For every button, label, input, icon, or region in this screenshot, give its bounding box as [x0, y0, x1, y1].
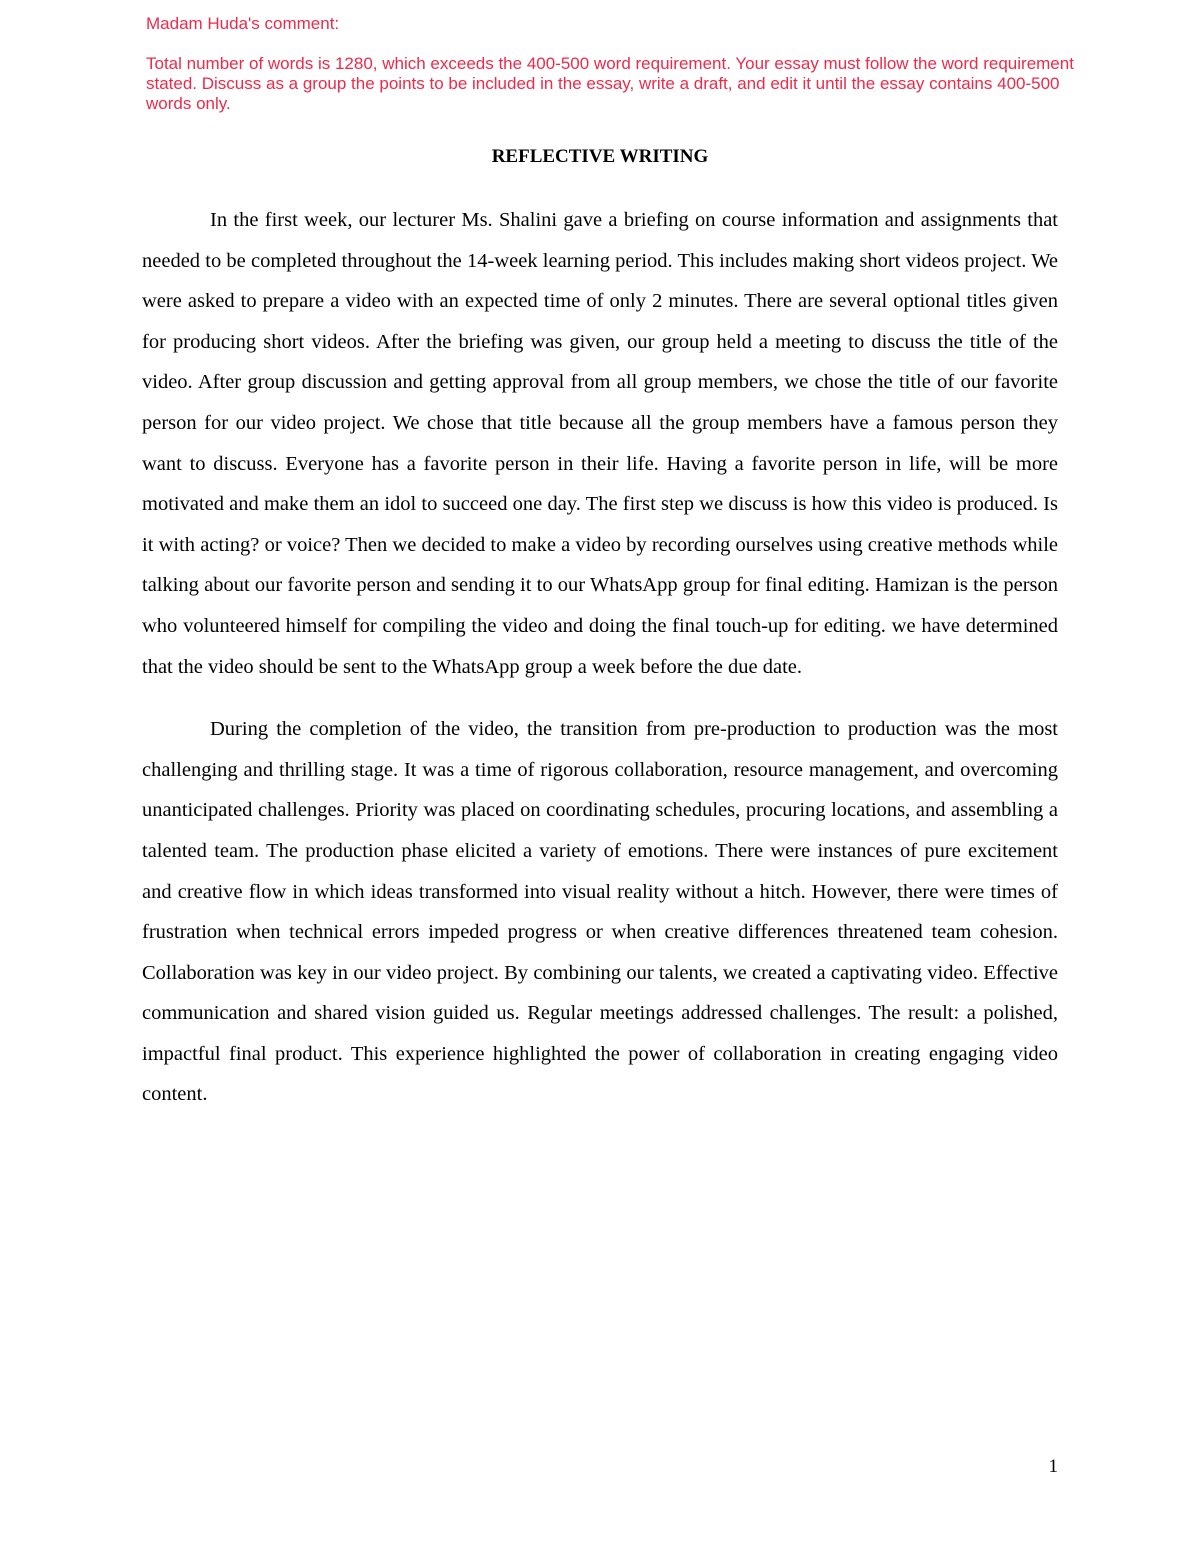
page-number: 1 [1048, 1456, 1058, 1477]
essay-paragraph: During the completion of the video, the transition from pre-production to production was the most challenging and thrilling stage. It was a time of rigorous collaboration, resource management, and overcoming unanticipated challenges. Priority was placed on coordinating schedules, procuring locations, and assembling a talented team. The production phase elicited a variety of emotions. There were instances of pure excitement and creative flow in which ideas transformed into visual reality without a hitch. However, there were times of frustration when technical errors impeded progress or when creative differences threatened team cohesion. Collaboration was key in our video project. By combining our talents, we created a captivating video. Effective communication and shared vision guided us. Regular meetings addressed challenges. The result: a polished, impactful final product. This experience highlighted the power of collaboration in creating engaging video content. [142, 718, 1058, 1106]
comment-body: Total number of words is 1280, which exceeds the 400-500 word requirement. Your essay must follow the word requirement stated. Discuss as a group the points to be included in the essay, write a draft, and edit it until the essay contains 400-500 words only. [146, 54, 1074, 113]
essay-paragraph: In the first week, our lecturer Ms. Shalini gave a briefing on course information and assignments that needed to be completed throughout the 14-week learning period. This includes making short videos project. We were asked to prepare a video with an expected time of only 2 minutes. There are several optional titles given for producing short videos. After the briefing was given, our group held a meeting to discuss the title of the video. After group discussion and getting approval from all group members, we chose the title of our favorite person for our video project. We chose that title because all the group members have a famous person they want to discuss. Everyone has a favorite person in their life. Having a favorite person in life, will be more motivated and make them an idol to succeed one day. The first step we discuss is how this video is produced. Is it with acting? or voice? Then we decided to make a video by recording ourselves using creative methods while talking about our favorite person and sending it to our WhatsApp group for final editing. Hamizan is the person who volunteered himself for compiling the video and doing the final touch-up for editing. we have determined that the video should be sent to the WhatsApp group a week before the due date. [142, 209, 1058, 678]
document-title: REFLECTIVE WRITING [491, 146, 709, 167]
essay-body [142, 200, 1058, 1115]
reviewer-comment [146, 14, 1086, 114]
comment-heading: Madam Huda's comment: [146, 14, 340, 33]
